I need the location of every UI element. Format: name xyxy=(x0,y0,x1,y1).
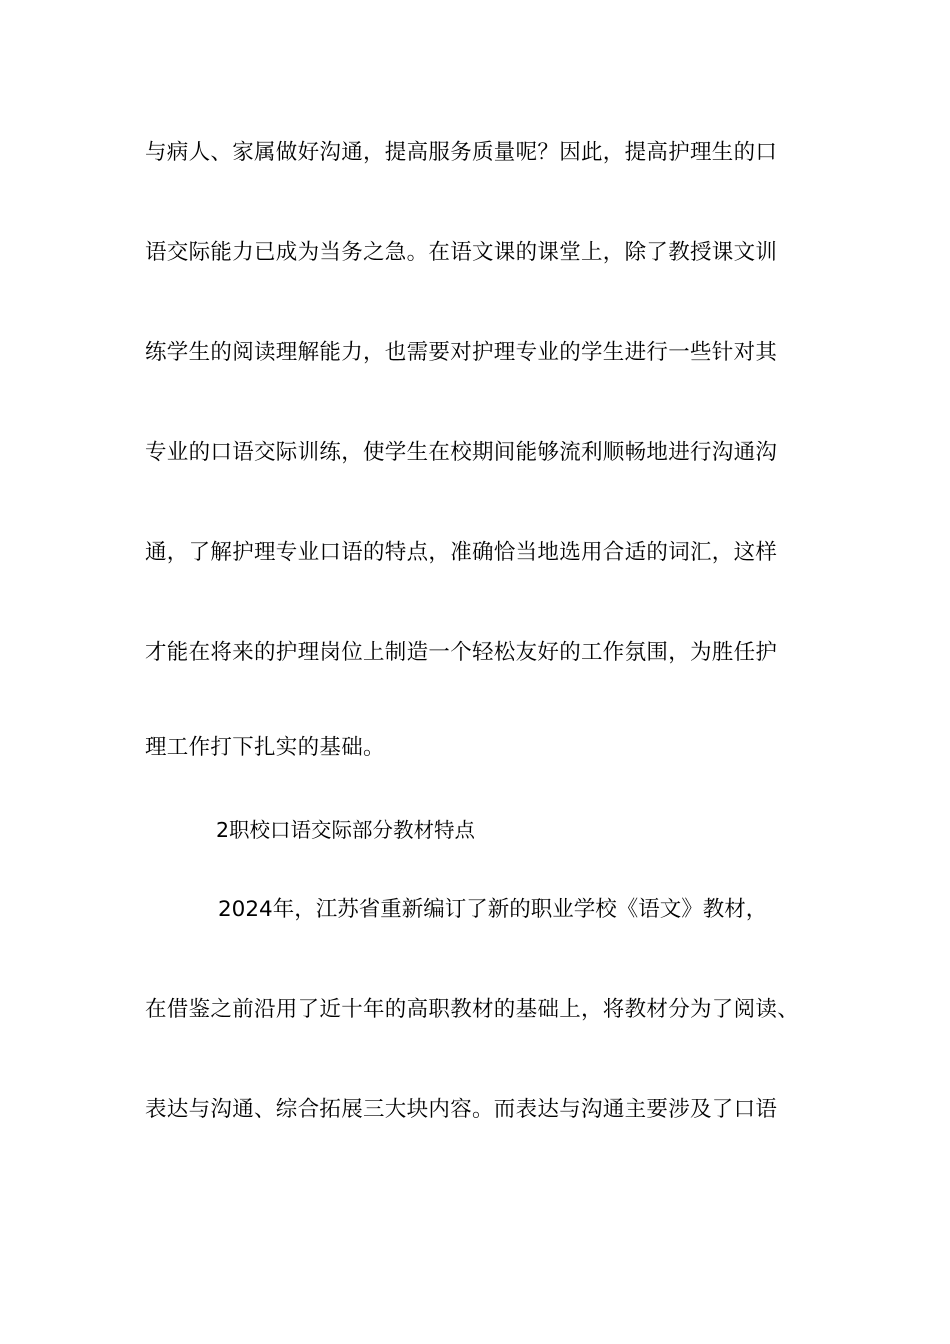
paragraph-line: 通，了解护理专业口语的特点，准确恰当地选用合适的词汇，这样 xyxy=(145,540,778,565)
paragraph-line: 语交际能力已成为当务之急。在语文课的课堂上，除了教授课文训 xyxy=(145,240,778,265)
paragraph-line: 在借鉴之前沿用了近十年的高职教材的基础上，将教材分为了阅读、 xyxy=(145,997,800,1022)
paragraph-line: 才能在将来的护理岗位上制造一个轻松友好的工作氛围，为胜任护 xyxy=(145,640,778,665)
section-heading: 2职校口语交际部分教材特点 xyxy=(216,818,476,842)
paragraph-line: 理工作打下扎实的基础。 xyxy=(145,735,385,760)
paragraph-line: 练学生的阅读理解能力，也需要对护理专业的学生进行一些针对其 xyxy=(145,340,778,365)
paragraph-line: 2024年，江苏省重新编订了新的职业学校《语文》教材， xyxy=(218,897,768,922)
paragraph-line: 表达与沟通、综合拓展三大块内容。而表达与沟通主要涉及了口语 xyxy=(145,1097,778,1122)
paragraph-line: 专业的口语交际训练，使学生在校期间能够流利顺畅地进行沟通沟 xyxy=(145,440,778,465)
paragraph-line: 与病人、家属做好沟通，提高服务质量呢？因此，提高护理生的口 xyxy=(145,140,778,165)
